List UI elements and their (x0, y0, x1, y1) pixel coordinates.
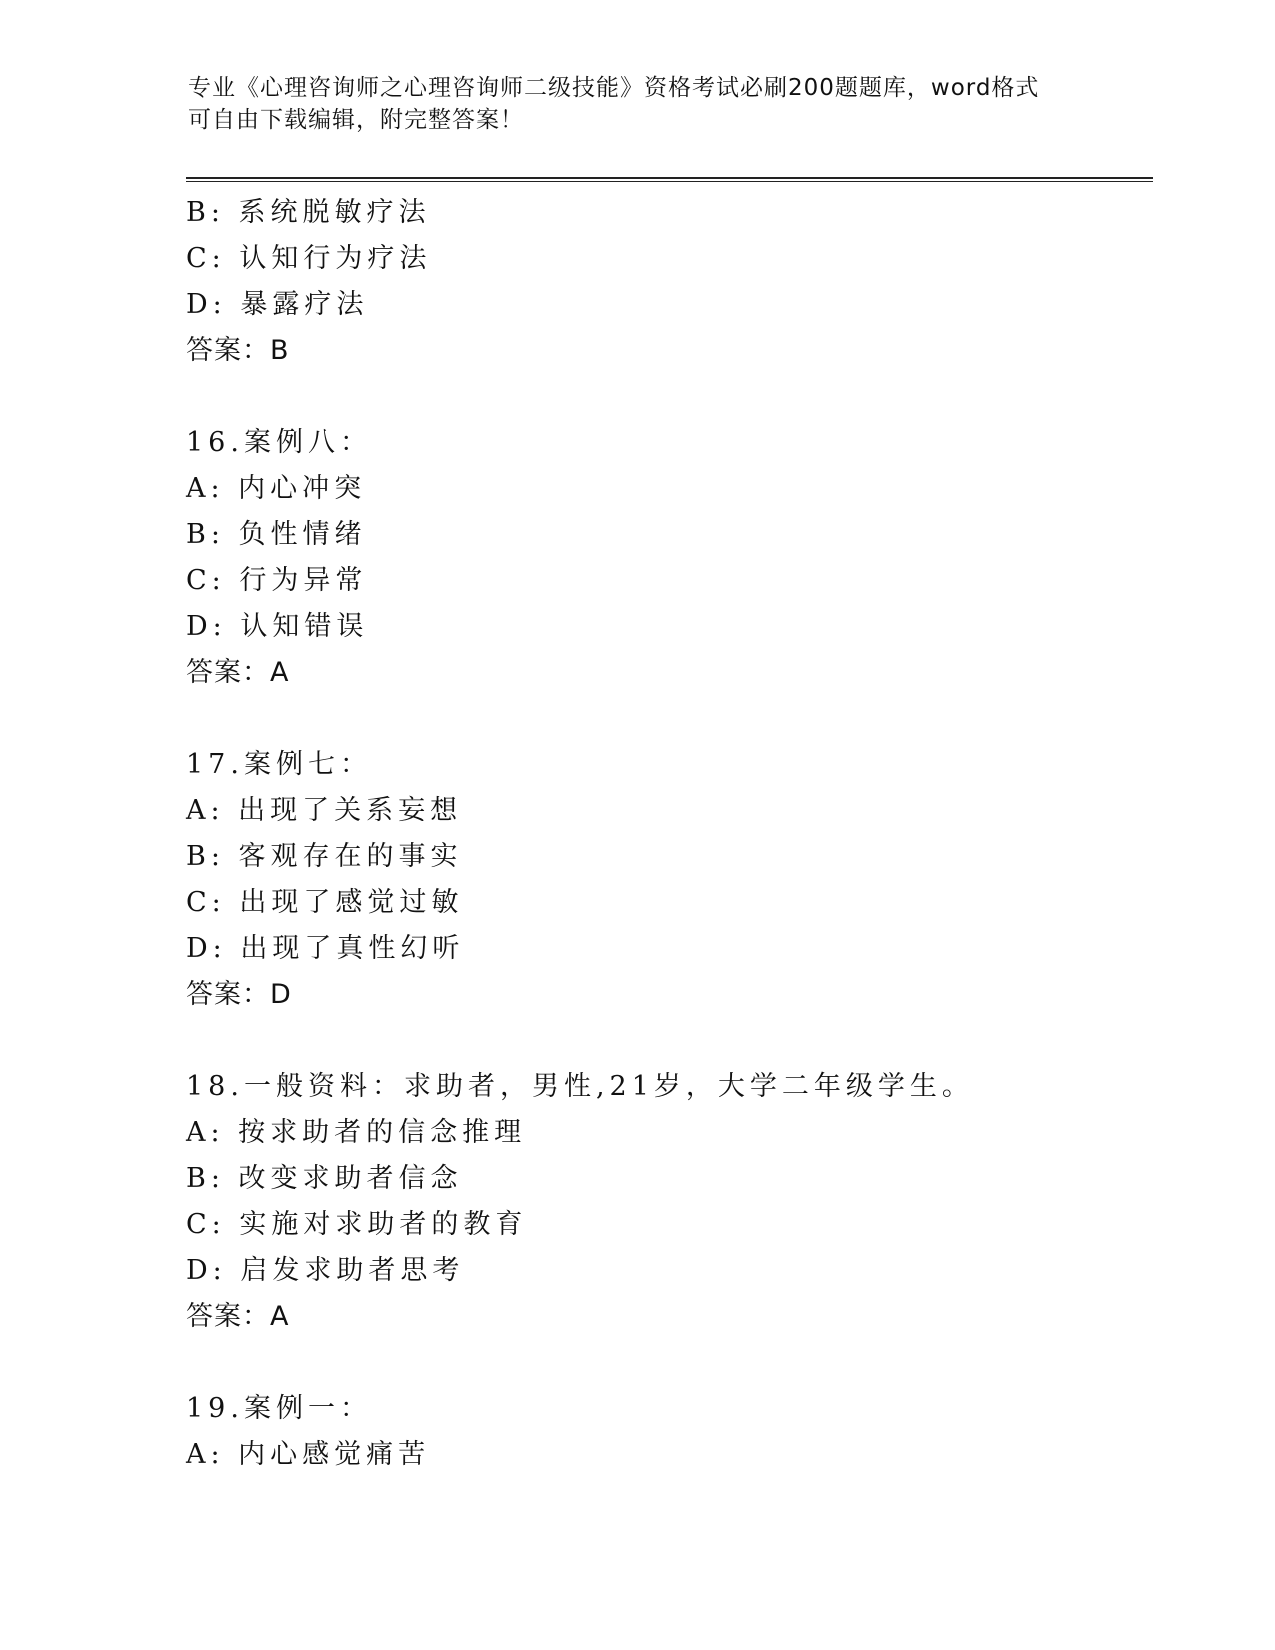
spacer (186, 1018, 1146, 1064)
option-c: C: 出现了感觉过敏 (186, 887, 464, 918)
option-c: C: 行为异常 (186, 565, 368, 596)
option-c: C: 实施对求助者的教育 (186, 1209, 528, 1240)
option-c: C: 认知行为疗法 (186, 243, 432, 274)
option-d: D: 启发求助者思考 (186, 1255, 465, 1286)
spacer (186, 374, 1146, 420)
question-stem: 17.案例七： (186, 749, 372, 780)
option-b: B: 客观存在的事实 (186, 841, 463, 872)
option-d: D: 出现了真性幻听 (186, 933, 465, 964)
answer-line: 答案：A (186, 1301, 290, 1332)
answer-line: 答案：A (186, 657, 290, 688)
option-a: A: 内心感觉痛苦 (186, 1439, 431, 1470)
answer-line: 答案：D (186, 979, 292, 1010)
option-b: B: 系统脱敏疗法 (186, 197, 431, 228)
question-19 (186, 1386, 1146, 1478)
question-18 (186, 1064, 1146, 1340)
spacer (186, 696, 1146, 742)
question-stem: 19.案例一： (186, 1393, 372, 1424)
option-a: A: 出现了关系妄想 (186, 795, 463, 826)
option-d: D: 暴露疗法 (186, 289, 369, 320)
spacer (186, 1340, 1146, 1386)
question-16 (186, 420, 1146, 696)
header-line-1: 专业《心理咨询师之心理咨询师二级技能》资格考试必刷200题题库，word格式 (188, 75, 1040, 101)
document-header (188, 72, 1088, 136)
option-a: A: 内心冲突 (186, 473, 367, 504)
question-continued (186, 190, 1146, 374)
header-line-2: 可自由下载编辑，附完整答案！ (188, 107, 524, 133)
question-stem: 16.案例八： (186, 427, 372, 458)
option-d: D: 认知错误 (186, 611, 369, 642)
option-a: A: 按求助者的信念推理 (186, 1117, 527, 1148)
answer-line: 答案：B (186, 335, 290, 366)
header-divider (186, 177, 1153, 182)
question-list (186, 190, 1146, 1478)
option-b: B: 改变求助者信念 (186, 1163, 463, 1194)
question-stem: 18.一般资料：求助者，男性,21岁，大学二年级学生。 (186, 1071, 974, 1102)
question-17 (186, 742, 1146, 1018)
option-b: B: 负性情绪 (186, 519, 367, 550)
